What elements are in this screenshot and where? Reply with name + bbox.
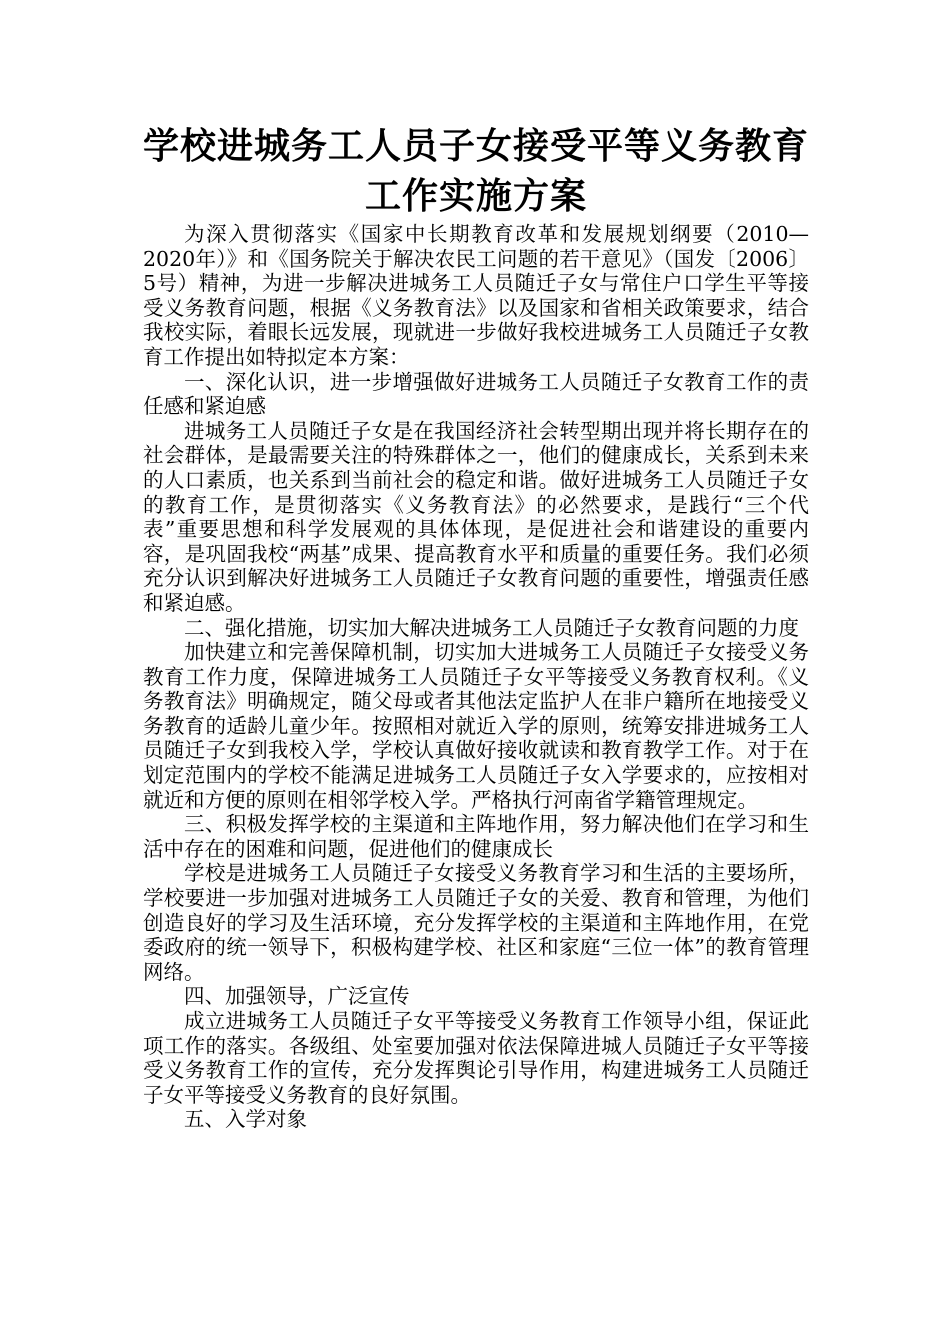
intro-paragraph: 为深入贯彻落实《国家中长期教育改革和发展规划纲要（2010—2020年）》和《国务院关于解决农民工问题的若干意见》（国发〔2006〕5号）精神，为进一步解决进城务工人员随迁子女与常住户口学生平等接受义务教育问题，根据《义务教育法》以及国家和省相关政策要求，结合我校实际，着眼长远发展，现就进一步做好我校进城务工人员随迁子女教育工作提出如特拟定本方案：	[143, 222, 809, 369]
title-line-1: 学校进城务工人员子女接受平等义务教育	[143, 126, 810, 167]
section-1-paragraph: 进城务工人员随迁子女是在我国经济社会转型期出现并将长期存在的社会群体，是最需要关注的特殊群体之一，他们的健康成长，关系到未来的人口素质，也关系到当前社会的稳定和谐。做好进城务工人员随迁子女的教育工作，是贯彻落实《义务教育法》的必然要求，是践行“三个代表”重要思想和科学发展观的具体体现，是促进社会和谐建设的重要内容，是巩固我校“两基”成果、提高教育水平和质量的重要任务。我们必须充分认识到解决好进城务工人员随迁子女教育问题的重要性，增强责任感和紧迫感。	[143, 418, 809, 615]
document-page	[143, 122, 809, 1132]
section-3-paragraph: 学校是进城务工人员随迁子女接受义务教育学习和生活的主要场所，学校要进一步加强对进城务工人员随迁子女的关爱、教育和管理，为他们创造良好的学习及生活环境，充分发挥学校的主渠道和主阵地作用，在党委政府的统一领导下，积极构建学校、社区和家庭“三位一体”的教育管理网络。	[143, 861, 809, 984]
section-heading-4: 四、加强领导，广泛宣传	[184, 984, 410, 1009]
title-line-2: 工作实施方案	[364, 176, 587, 217]
section-heading-3: 三、积极发挥学校的主渠道和主阵地作用，努力解决他们在学习和生活中存在的困难和问题，促进他们的健康成长	[143, 812, 809, 861]
section-heading-2: 二、强化措施，切实加大解决进城务工人员随迁子女教育问题的力度	[184, 615, 799, 640]
section-heading-1: 一、深化认识，进一步增强做好进城务工人员随迁子女教育工作的责任感和紧迫感	[143, 369, 809, 419]
document-title	[143, 122, 809, 222]
section-4-paragraph: 成立进城务工人员随迁子女平等接受义务教育工作领导小组，保证此项工作的落实。各级组、处室要加强对依法保障进城人员随迁子女平等接受义务教育工作的宣传，充分发挥舆论引导作用，构建进城务工人员随迁子女平等接受义务教育的良好氛围。	[143, 1009, 809, 1107]
section-2-paragraph: 加快建立和完善保障机制，切实加大进城务工人员随迁子女接受义务教育工作力度，保障进城务工人员随迁子女平等接受义务教育权利。《义务教育法》明确规定，随父母或者其他法定监护人在非户籍所在地接受义务教育的适龄儿童少年。按照相对就近入学的原则，统筹安排进城务工人员随迁子女到我校入学，学校认真做好接收就读和教育教学工作。对于在划定范围内的学校不能满足进城务工人员随迁子女入学要求的，应按相对就近和方便的原则在相邻学校入学。严格执行河南省学籍管理规定。	[143, 640, 809, 812]
section-heading-5: 五、入学对象	[184, 1107, 307, 1132]
